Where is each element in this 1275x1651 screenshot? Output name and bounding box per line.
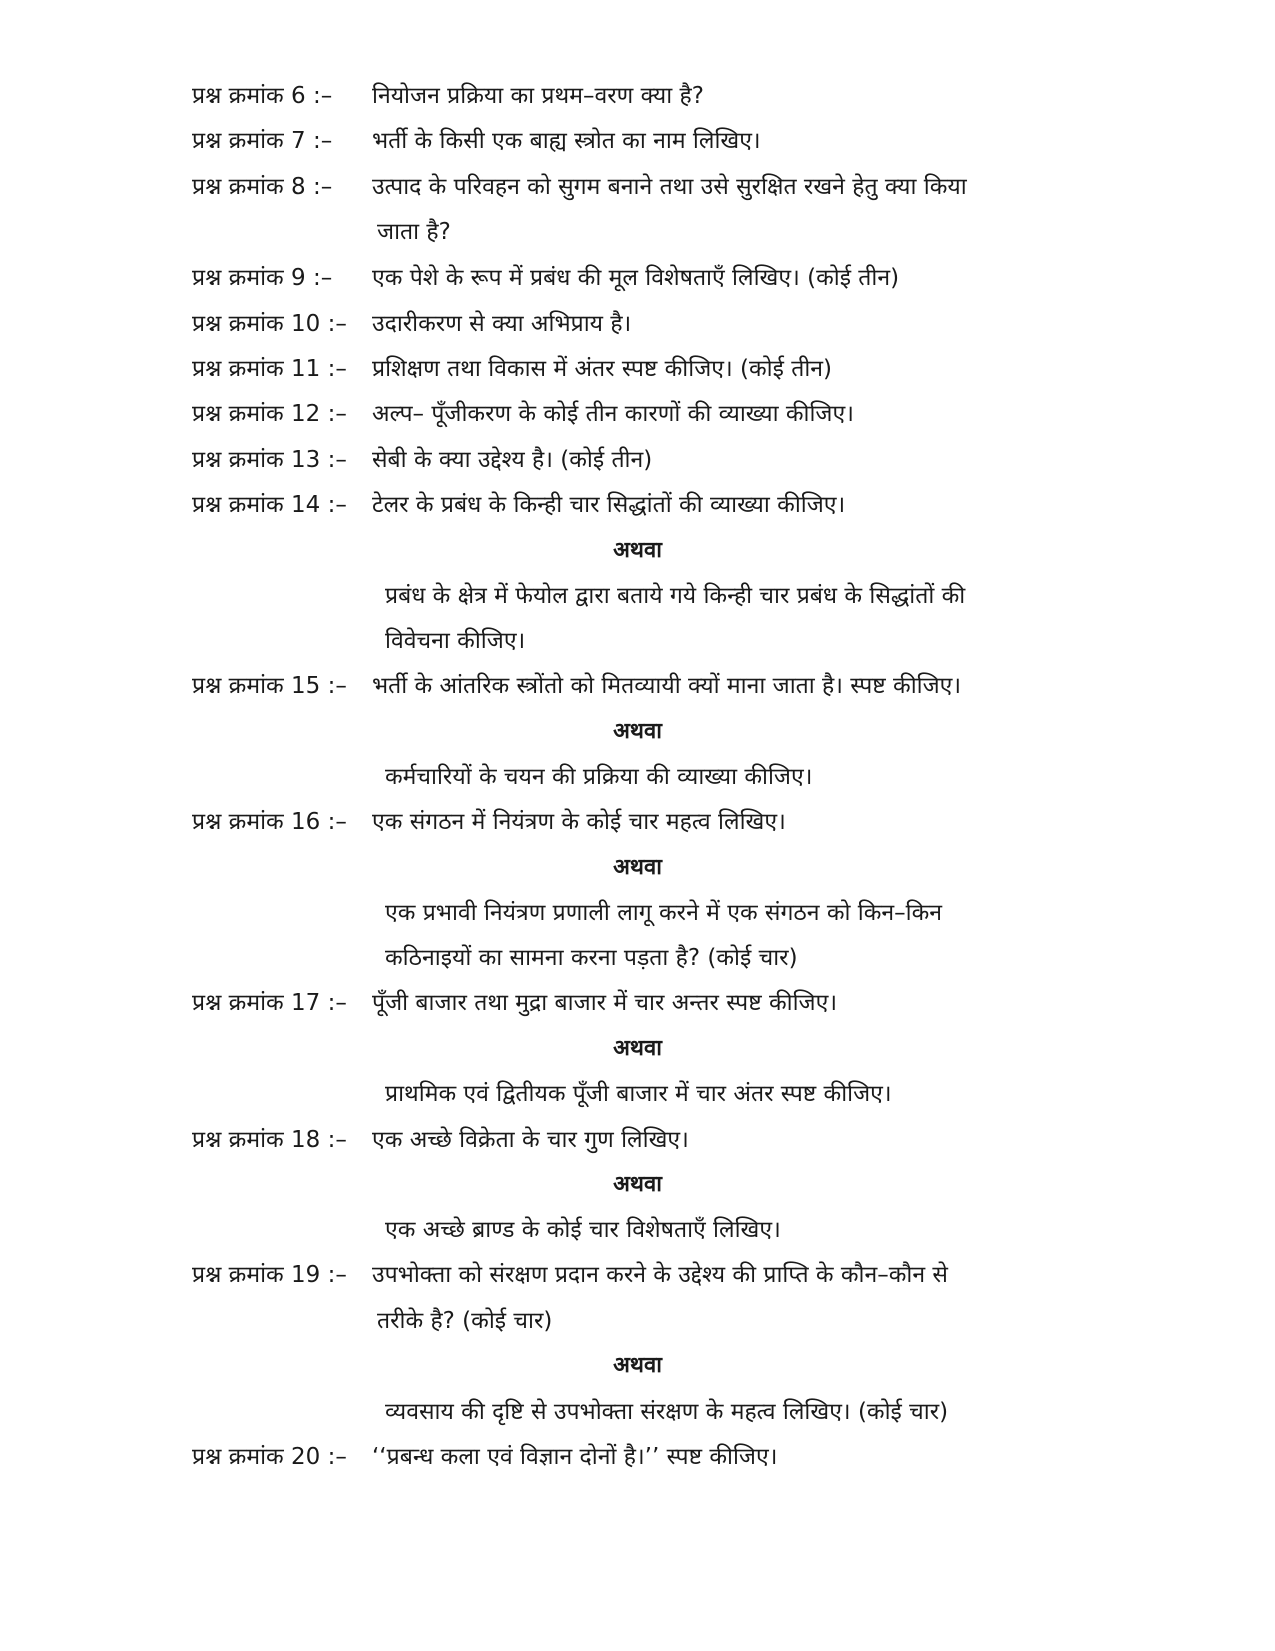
question-17-alt-line-1: प्राथमिक एवं द्वितीयक पूँजी बाजार में चार अंतर स्पष्ट कीजिए। xyxy=(385,1081,892,1107)
question-16-or-label: अथवा xyxy=(613,855,662,880)
question-6-text: नियोजन प्रक्रिया का प्रथम–वरण क्या है? xyxy=(372,83,704,109)
question-9-text: एक पेशे के रूप में प्रबंध की मूल विशेषताएँ लिखिए। (कोई तीन) xyxy=(372,265,900,291)
question-19-label: प्रश्न क्रमांक 19 :– xyxy=(192,1262,347,1288)
question-13-text: सेबी के क्या उद्देश्य है। (कोई तीन) xyxy=(372,447,653,473)
question-19-or-label: अथवा xyxy=(613,1353,662,1378)
question-17-label: प्रश्न क्रमांक 17 :– xyxy=(192,990,347,1016)
question-20-label: प्रश्न क्रमांक 20 :– xyxy=(192,1444,347,1470)
question-7-text: भर्ती के किसी एक बाह्य स्त्रोत का नाम लिखिए। xyxy=(372,128,761,154)
question-11-text: प्रशिक्षण तथा विकास में अंतर स्पष्ट कीजिए। (कोई तीन) xyxy=(372,356,833,382)
question-10-label: प्रश्न क्रमांक 10 :– xyxy=(192,311,347,337)
question-8-label: प्रश्न क्रमांक 8 :– xyxy=(192,174,333,200)
question-7-label: प्रश्न क्रमांक 7 :– xyxy=(192,128,333,154)
question-18-alt-line-1: एक अच्छे ब्राण्ड के कोई चार विशेषताएँ लिखिए। xyxy=(385,1217,781,1243)
question-12-text: अल्प– पूँजीकरण के कोई तीन कारणों की व्याख्या कीजिए। xyxy=(372,401,854,427)
question-15-or-label: अथवा xyxy=(613,719,662,744)
question-6-label: प्रश्न क्रमांक 6 :– xyxy=(192,83,333,109)
question-15-text: भर्ती के आंतरिक स्त्रोंतो को मितव्यायी क्यों माना जाता है। स्पष्ट कीजिए। xyxy=(372,673,962,699)
question-13-label: प्रश्न क्रमांक 13 :– xyxy=(192,447,347,473)
question-14-alt-line-2: विवेचना कीजिए। xyxy=(385,628,526,654)
question-16-alt-line-1: एक प्रभावी नियंत्रण प्रणाली लागू करने में एक संगठन को किन–किन xyxy=(385,900,943,926)
question-15-label: प्रश्न क्रमांक 15 :– xyxy=(192,673,347,699)
question-18-label: प्रश्न क्रमांक 18 :– xyxy=(192,1127,347,1153)
question-19-alt-line-1: व्यवसाय की दृष्टि से उपभोक्ता संरक्षण के महत्व लिखिए। (कोई चार) xyxy=(385,1399,949,1425)
question-16-label: प्रश्न क्रमांक 16 :– xyxy=(192,809,347,835)
question-17-or-label: अथवा xyxy=(613,1036,662,1061)
question-14-text: टेलर के प्रबंध के किन्ही चार सिद्धांतों की व्याख्या कीजिए। xyxy=(372,492,846,518)
question-19-text-line-2: तरीके है? (कोई चार) xyxy=(377,1308,553,1334)
question-17-text: पूँजी बाजार तथा मुद्रा बाजार में चार अन्तर स्पष्ट कीजिए। xyxy=(372,990,838,1016)
question-16-alt-line-2: कठिनाइयों का सामना करना पड़ता है? (कोई चार) xyxy=(385,945,798,971)
question-14-alt-line-1: प्रबंध के क्षेत्र में फेयोल द्वारा बताये गये किन्ही चार प्रबंध के सिद्धांतों की xyxy=(385,583,966,609)
question-11-label: प्रश्न क्रमांक 11 :– xyxy=(192,356,347,382)
question-12-label: प्रश्न क्रमांक 12 :– xyxy=(192,401,347,427)
question-8-text-line-1: उत्पाद के परिवहन को सुगम बनाने तथा उसे सुरक्षित रखने हेतु क्या किया xyxy=(372,174,967,200)
question-9-label: प्रश्न क्रमांक 9 :– xyxy=(192,265,333,291)
question-18-or-label: अथवा xyxy=(613,1172,662,1197)
question-20-text: ‘‘प्रबन्ध कला एवं विज्ञान दोनों है।’’ स्पष्ट कीजिए। xyxy=(372,1444,778,1470)
question-15-alt-line-1: कर्मचारियों के चयन की प्रक्रिया की व्याख्या कीजिए। xyxy=(385,764,813,790)
question-19-text-line-1: उपभोक्ता को संरक्षण प्रदान करने के उद्देश्य की प्राप्ति के कौन–कौन से xyxy=(372,1262,948,1288)
question-16-text: एक संगठन में नियंत्रण के कोई चार महत्व लिखिए। xyxy=(372,809,786,835)
question-8-text-line-2: जाता है? xyxy=(377,219,451,245)
question-14-label: प्रश्न क्रमांक 14 :– xyxy=(192,492,347,518)
question-10-text: उदारीकरण से क्या अभिप्राय है। xyxy=(372,311,632,337)
question-14-or-label: अथवा xyxy=(613,538,662,563)
question-18-text: एक अच्छे विक्रेता के चार गुण लिखिए। xyxy=(372,1127,689,1153)
